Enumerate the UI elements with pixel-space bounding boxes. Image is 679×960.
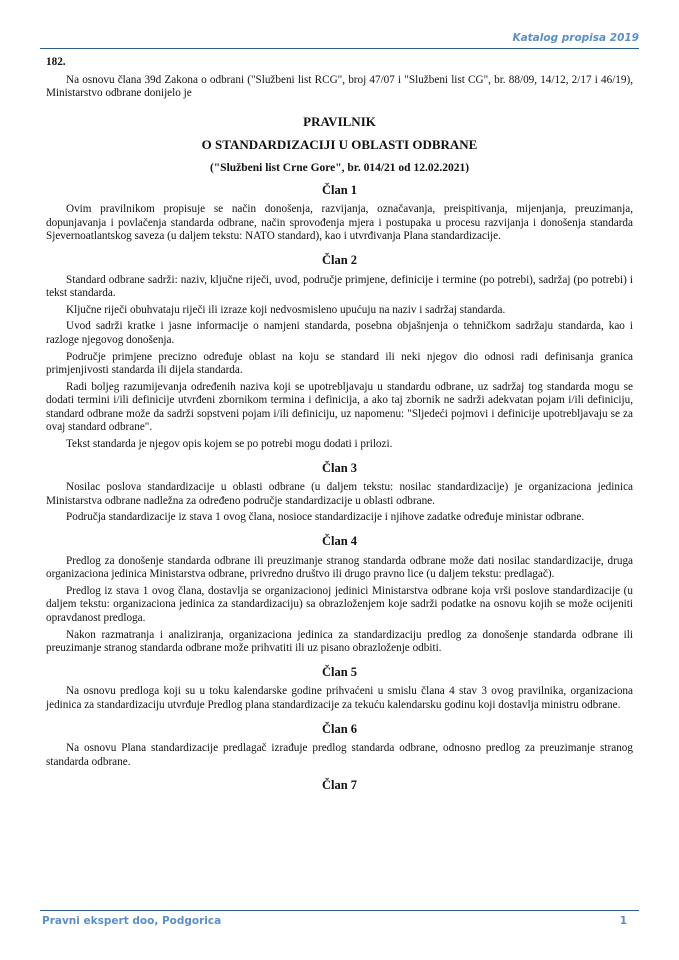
document-title: PRAVILNIK <box>303 113 376 129</box>
article-6-paragraph: Na osnovu Plana standardizacije predlagač izrađuje predlog standarda odbrane, odnosno predlog za preuzimanje stranog standarda odbrane. <box>46 742 633 768</box>
article-3-paragraph: Područja standardizacije iz stava 1 ovog člana, nosioce standardizacije i njihove zadatke određuje ministar odbrane. <box>66 511 585 524</box>
article-6-heading: Član 6 <box>321 721 358 736</box>
article-3-paragraph: Nosilac poslova standardizacije u oblasti odbrane (u daljem tekstu: nosilac standardizacije) je organizaciona jedinica Ministarstva odbrane nadležna za određeno područje standardizacije u oblasti odbrane. <box>46 481 633 507</box>
article-5-heading: Član 5 <box>321 664 358 679</box>
article-7-heading: Član 7 <box>321 778 358 793</box>
article-4-heading: Član 4 <box>321 534 358 549</box>
catalog-title: Katalog propisa 2019 <box>512 32 639 44</box>
article-2-paragraph: Tekst standarda je njegov opis kojem se po potrebi mogu dodati i prilozi. <box>66 438 393 451</box>
article-2-heading: Član 2 <box>321 252 358 267</box>
article-5-paragraph: Na osnovu predloga koji su u toku kalendarske godine prihvaćeni u smislu člana 4 stav 3 ovog pravilnika, organizaciona jedinica za standardizaciju utvrđuje Predlog plana standardizacije za tekuću kalendarsku godinu koji dostavlja ministru odbrane. <box>46 685 633 711</box>
article-3-heading: Član 3 <box>321 460 358 475</box>
gazette-reference: ("Službeni list Crne Gore", br. 014/21 od 12.02.2021) <box>209 161 470 174</box>
article-4-paragraph: Nakon razmatranja i analiziranja, organizaciona jedinica za standardizaciju predlog za donošenje standarda odbrane ili preuzimanje stranog standarda odbrane može prihvatiti ili uz pisano obrazloženje odbiti. <box>46 628 633 655</box>
article-2-paragraph: Ključne riječi obuhvataju riječi ili izraze koji nedvosmisleno upućuju na naziv i sadržaj standarda. <box>66 303 506 316</box>
article-1-paragraph: Ovim pravilnikom propisuje se način donošenja, razvijanja, označavanja, preispitivanja, mijenjanja, preuzimanja, dopunjavanja i povlačenja standarda odbrane, način sprovođenja mjera i postupaka u procesu razvijanja i donošenja standarda Sjevernoatlantskog saveza (u daljem tekstu: NATO standard), kao i utvrđivanja Plana standardizacije. <box>46 203 633 243</box>
article-2-paragraph: Područje primjene precizno određuje oblast na koju se standard ili neki njegov dio odnosi radi definisanja granica primjenjivosti standarda ili dijela standarda. <box>46 350 633 377</box>
page-header <box>40 32 639 49</box>
document-subtitle: O STANDARDIZACIJI U OBLASTI ODBRANE <box>201 137 478 153</box>
article-4-paragraph: Predlog za donošenje standarda odbrane ili preuzimanje stranog standarda odbrane može dati nosilac standardizacije, druga organizaciona jedinica Ministarstva odbrane, privredno društvo ili drugo pravno lice (u daljem tekstu: predlagač). <box>46 554 633 581</box>
page-number: 1 <box>619 915 627 927</box>
article-2-paragraph: Standard odbrane sadrži: naziv, ključne riječi, uvod, područje primjene, definicije i termine (po potrebi), sadržaj (po potrebi) i tekst standarda. <box>46 273 633 300</box>
document-body <box>46 56 633 799</box>
document-number: 182. <box>46 56 66 68</box>
page-footer <box>40 910 639 931</box>
article-2-paragraph: Radi boljeg razumijevanja određenih naziva koji se upotrebljavaju u standardu odbrane, uz sadržaj tog standarda mogu se dodati termini i/ili definicije utvrđeni zbornikom termina i definicija, a ako taj zbornik ne sadrži adekvatan pojam i/ili definiciju, standard odbrane može da sadrži sopstveni pojam i/ili definiciju, uz napomenu: "Sljedeći pojmovi i definicije upotrebljavaju se za ovaj standard odbrane". <box>46 380 633 434</box>
publisher-name: Pravni ekspert doo, Podgorica <box>42 915 222 927</box>
intro-paragraph: Na osnovu člana 39d Zakona o odbrani ("Službeni list RCG", broj 47/07 i "Službeni list CG", br. 88/09, 14/12, 2/17 i 46/19), Ministarstvo odbrane donijelo je <box>46 73 633 100</box>
article-1-heading: Član 1 <box>321 182 358 197</box>
article-4-paragraph: Predlog iz stava 1 ovog člana, dostavlja se organizacionoj jedinici Ministarstva odbrane koja vrši poslove standardizacije (u daljem tekstu: organizaciona jedinica za standardizaciju) sa obrazloženjem koje sadrži podatke na osnovu kojih se može ocijeniti opravdanost predloga. <box>46 584 633 624</box>
article-2-paragraph: Uvod sadrži kratke i jasne informacije o namjeni standarda, posebna objašnjenja o tehničkom sadržaju standarda, kao i razloge njegovog donošenja. <box>46 320 633 346</box>
